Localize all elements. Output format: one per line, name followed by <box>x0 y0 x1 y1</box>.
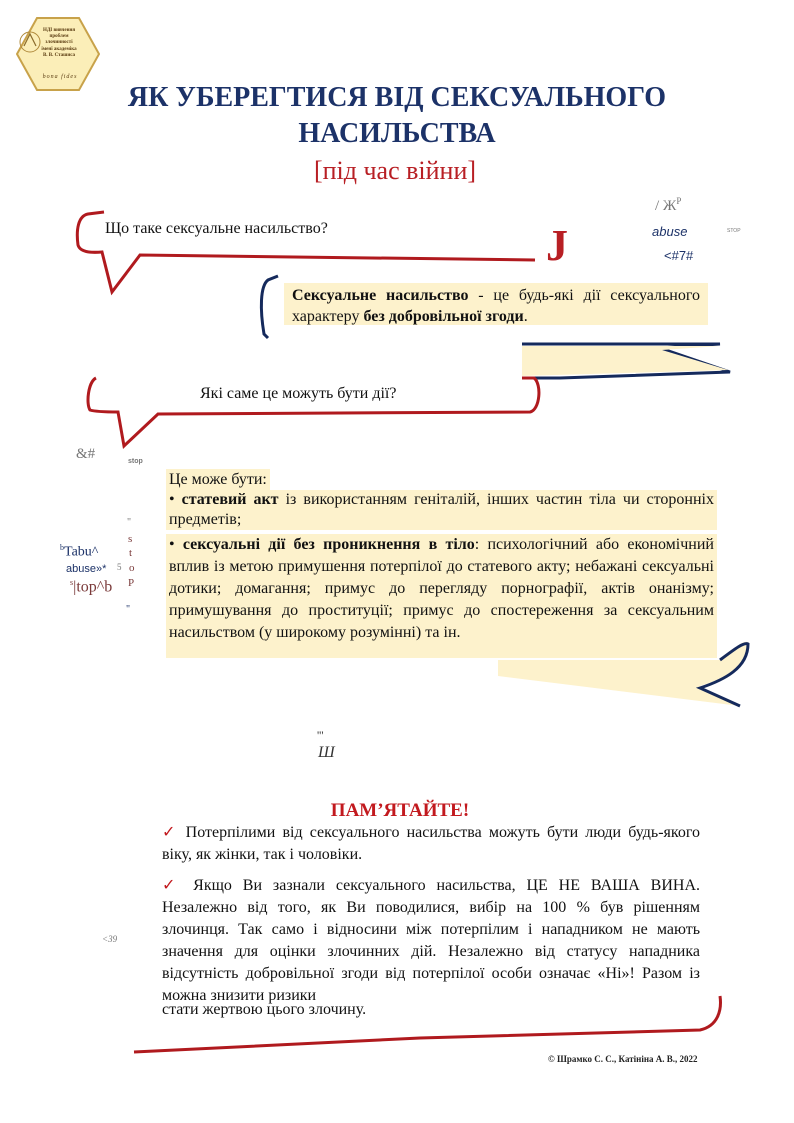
decor-text: abuse»* <box>66 563 107 575</box>
decor-text: " <box>127 517 132 528</box>
bullet: • <box>169 536 183 553</box>
decor-text: o <box>129 562 135 574</box>
list-item-term: сексуальні дії без проникнення в тіло <box>182 536 475 553</box>
decor-text: &# <box>76 446 96 462</box>
decor-text: t <box>129 547 133 559</box>
decor-glyph: / Ж <box>655 198 677 214</box>
decor-text: STOP <box>727 228 741 234</box>
remember-paragraph <box>162 822 700 866</box>
decor-text <box>70 578 112 596</box>
decor-text: 5 <box>117 562 122 572</box>
list-item-term: статевий акт <box>181 491 279 508</box>
definition-end: . <box>523 308 528 325</box>
decor-text: J <box>546 221 568 270</box>
question-which-actions: Які саме це можуть бути дії? <box>200 385 397 402</box>
decor-text: <#7# <box>664 248 694 263</box>
decor-glyph: b <box>60 543 64 552</box>
definition-box <box>284 283 708 325</box>
remember-paragraph <box>162 875 700 1007</box>
list-item <box>166 534 717 658</box>
decor-text: " <box>126 604 131 615</box>
list-item-text: : психологічний або економічний вплив із метою примушення потерпілої до статевого акту; небажані сексуальні дотики; домагання; примус до перегляду порнографії, актів онанізму; примушування до проституції; примус до спостереження за сексуальним насильством (у широкому розумінні) та ін. <box>169 536 714 641</box>
decor-text: P <box>128 577 135 589</box>
definition-term: Сексуальне насильство <box>292 287 469 304</box>
checkmark-icon: ✓ <box>162 824 179 841</box>
page-subtitle: [під час війни] <box>313 156 477 185</box>
bullet: • <box>169 491 182 508</box>
decor-text: abuse <box>652 224 688 239</box>
remember-paragraph-end: стати жертвою цього злочину. <box>162 1001 367 1018</box>
checkmark-icon: ✓ <box>162 877 183 894</box>
list-intro: Це може бути: <box>166 469 270 490</box>
remember-text: Якщо Ви зазнали сексуального насильства, ЦЕ НЕ ВАША ВИНА. Незалежно від того, як Ви поводилися, вибір на 100 % був рішенням злочинця. Так само і відносини між потерпілим і нападником не мають значення для оцінки злочинних дій. Незалежно від статусу нападника відсутність добровільної згоди від потерпілої особи означає «Ні»! Разом із можна знизити ризики <box>162 877 700 1004</box>
decor-text: s <box>128 533 133 545</box>
bubble-definition <box>261 276 278 338</box>
decor-text <box>60 543 98 561</box>
definition-emphasis: без добровільної згоди <box>363 308 524 325</box>
list-item <box>166 490 717 530</box>
definition-text: - це будь-які дії сексуального характеру <box>292 287 700 325</box>
decor-text <box>655 196 681 215</box>
logo-line: злочинності <box>45 40 73 46</box>
decor-text: stop <box>128 458 143 465</box>
decor-text: <39 <box>102 934 118 944</box>
decor-glyph: P <box>676 196 682 206</box>
question-what-is: Що таке сексуальне насильство? <box>105 220 328 237</box>
logo-motto: bona fides <box>42 74 78 80</box>
list-item-text: із використанням геніталій, інших частин тіла чи сторонніх предметів; <box>169 491 714 528</box>
logo-line: НДІ вивчення <box>42 28 76 33</box>
copyright: © Шрамко С. С., Катініна А. В., 2022 <box>548 1054 698 1064</box>
logo-line: імені академіка <box>41 46 77 52</box>
remember-heading: ПАМ’ЯТАЙТЕ! <box>330 800 470 821</box>
decor-glyph: s <box>70 578 74 587</box>
decor-glyph: |top^b <box>73 578 113 596</box>
page-title: ЯК УБЕРЕГТИСЯ ВІД СЕКСУАЛЬНОГО НАСИЛЬСТВА <box>127 82 667 149</box>
remember-text: Потерпілими від сексуального насильства можуть бути люди будь-якого віку, як жінки, так і чоловіки. <box>162 824 701 863</box>
logo-line: проблем <box>49 34 69 40</box>
decor-text: ''' <box>317 728 324 742</box>
logo-line: В. В. Сташиса <box>42 52 76 58</box>
decor-text: Ш <box>318 744 335 761</box>
decor-glyph: Tabu^ <box>64 544 99 560</box>
